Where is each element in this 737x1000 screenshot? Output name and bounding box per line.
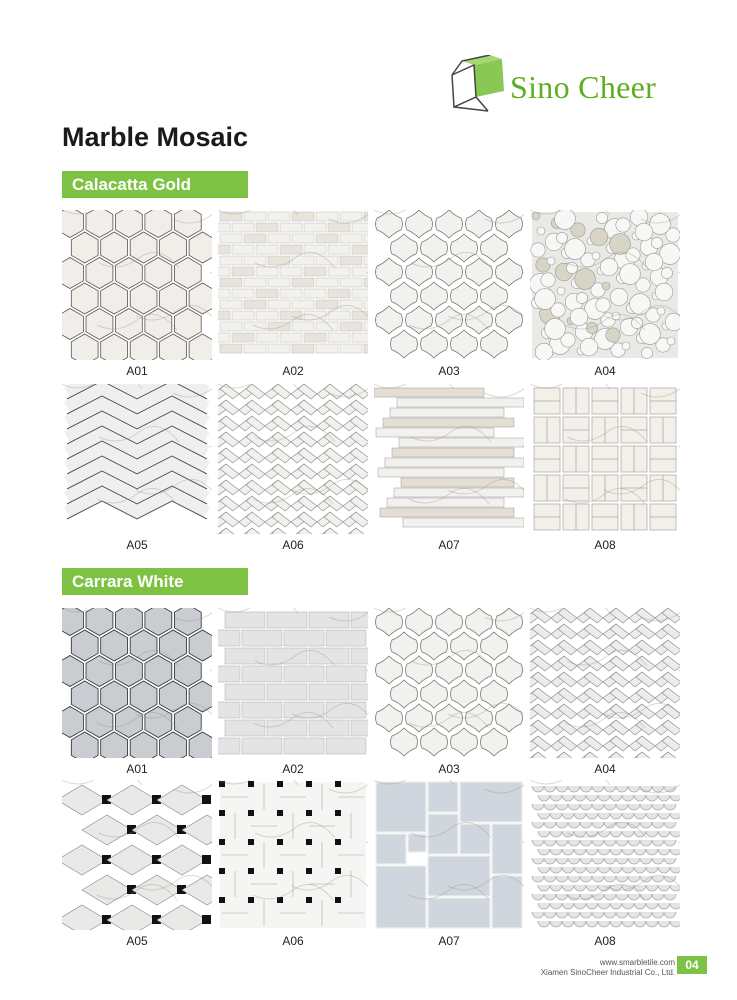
section-title-carrara-white: Carrara White [62, 568, 248, 595]
tile-calacatta-a05 [62, 384, 212, 534]
tile-carrara-a03 [374, 608, 524, 758]
tile-label: A05 [126, 538, 148, 552]
brand-logo [444, 55, 704, 115]
tile-label: A04 [594, 364, 616, 378]
cube-logo-icon [444, 55, 508, 115]
tile-carrara-a06 [218, 780, 368, 930]
tile-label: A02 [282, 364, 304, 378]
tile-carrara-a08 [530, 780, 680, 930]
tile-label: A04 [594, 762, 616, 776]
tile-carrara-a07 [374, 780, 524, 930]
tile-calacatta-a06 [218, 384, 368, 534]
tile-label: A03 [438, 762, 460, 776]
tile-label: A07 [438, 934, 460, 948]
tile-calacatta-a08 [530, 384, 680, 534]
tile-label: A06 [282, 538, 304, 552]
tile-calacatta-a04 [530, 210, 680, 360]
tile-label: A07 [438, 538, 460, 552]
brand-name: Sino Cheer [510, 69, 657, 105]
footer [541, 958, 675, 978]
tile-label: A01 [126, 762, 148, 776]
tile-label: A08 [594, 934, 616, 948]
tile-label: A02 [282, 762, 304, 776]
footer-website[interactable]: www.smarbletile.com [599, 958, 675, 967]
tile-label: A01 [126, 364, 148, 378]
tile-calacatta-a01 [62, 210, 212, 360]
tile-carrara-a05 [62, 780, 212, 930]
tile-calacatta-a03 [374, 210, 524, 360]
tile-label: A05 [126, 934, 148, 948]
tile-carrara-a04 [530, 608, 680, 758]
tile-label: A03 [438, 364, 460, 378]
page-title: Marble Mosaic [62, 122, 249, 152]
tile-calacatta-a02 [218, 210, 368, 360]
tile-label: A06 [282, 934, 304, 948]
tile-carrara-a01 [62, 608, 212, 758]
tile-carrara-a02 [218, 608, 368, 758]
tile-calacatta-a07 [374, 384, 524, 534]
footer-company: Xiamen SinoCheer Industrial Co., Ltd. [540, 968, 675, 977]
section-title-calacatta-gold: Calacatta Gold [62, 171, 248, 198]
tile-label: A08 [594, 538, 616, 552]
page-number: 04 [677, 956, 707, 974]
